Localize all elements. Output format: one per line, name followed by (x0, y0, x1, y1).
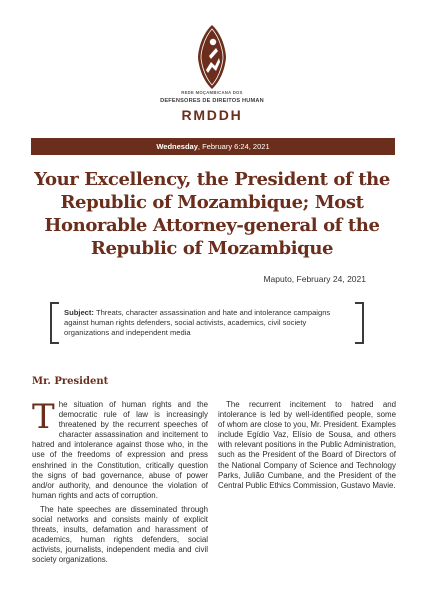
subject-body: Threats, character assassination and hate and intolerance campaigns against human rights defenders, social activists, academics, civil society organizations and independent media (64, 308, 331, 337)
drop-cap: T (32, 397, 55, 437)
rmddh-logo (197, 24, 227, 90)
subject-label: Subject: (64, 308, 94, 317)
body-column-left (32, 397, 208, 570)
org-name-line2: DEFENSORES DE DIREITOS HUMAN (160, 98, 264, 104)
subject-box (50, 302, 364, 344)
paragraph-1-text: he situation of human rights and the democratic rule of law is increasingly threatened by the recurrent speeches of character assassination and incitement to hatred and intolerance against those who, in the use of the freedoms of expression and press enshrined in the Constitution, critically question the signs of bad governance, abuse of power and/or authority, and denounce the violation of human rights and acts of corruption. (32, 400, 208, 500)
body-paragraph-2: The hate speeches are disseminated through social networks and consists mainly of explicit threats, insults, defamation and harassment of academics, human rights defenders, social activists, journalists, independent media and civil society organizations. (32, 504, 208, 565)
section-heading: Mr. President (32, 376, 109, 387)
date-bar (31, 138, 395, 155)
org-acronym: RMDDH (181, 107, 243, 123)
org-name-line1: REDE MOÇAMBICANA DOS (181, 90, 243, 95)
date-text: , February 6:24, 2021 (197, 142, 270, 151)
body-paragraph-1 (32, 397, 208, 501)
letter-title: Your Excellency, the President of the Republic of Mozambique; Most Honorable Attorney-general of the Republic of Mozambique (34, 169, 390, 259)
date-weekday: Wednesday (156, 142, 198, 151)
body-paragraph-3: The recurrent incitement to hatred and intolerance is led by well-identified people, some of whom are close to you, Mr. President. Examples include Egídio Vaz, Elísio de Sousa, and others with relevant positions in the Public Administration, such as the President of the Board of Directors of the National Company of Science and Technology Parks, Julião Cumbane, and the President of the Central Public Ethics Commission, Gustavo Mavie. (218, 400, 396, 490)
place-date: Maputo, February 24, 2021 (263, 274, 366, 284)
body-column-right (218, 400, 396, 495)
right-bracket (355, 302, 364, 344)
left-bracket (50, 302, 59, 344)
subject-text (64, 308, 352, 338)
